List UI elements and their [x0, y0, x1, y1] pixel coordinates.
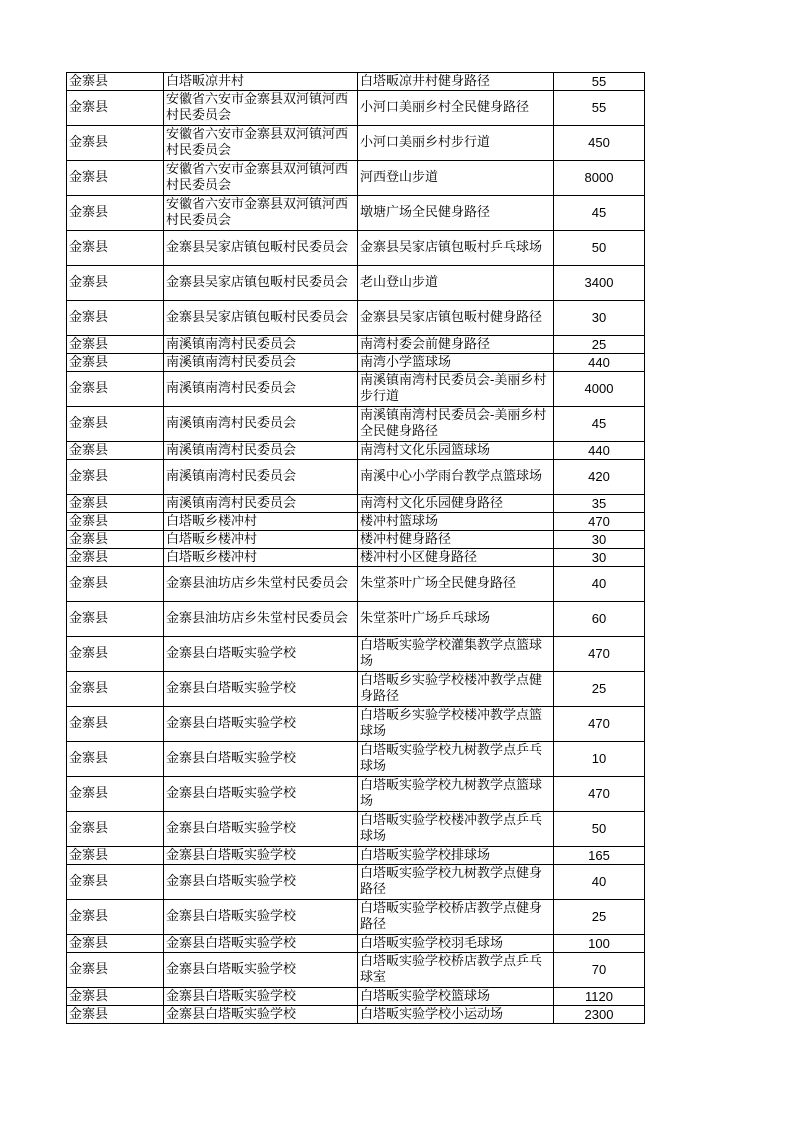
facility-cell: 南湾村文化乐园篮球场 [358, 442, 554, 460]
table-row [67, 847, 645, 865]
facility-cell: 朱堂茶叶广场全民健身路径 [358, 567, 554, 602]
value-cell: 25 [554, 900, 645, 935]
county-cell: 金寨县 [67, 460, 164, 495]
table-row [67, 900, 645, 935]
facility-cell: 金寨县吴家店镇包畈村乒乓球场 [358, 231, 554, 266]
value-cell: 440 [554, 354, 645, 372]
facility-cell: 小河口美丽乡村步行道 [358, 126, 554, 161]
value-cell: 40 [554, 567, 645, 602]
table-row [67, 495, 645, 513]
facility-cell: 白塔畈乡实验学校楼冲教学点健身路径 [358, 672, 554, 707]
table-row [67, 953, 645, 988]
unit-cell: 金寨县白塔畈实验学校 [164, 637, 358, 672]
unit-cell: 南溪镇南湾村民委员会 [164, 354, 358, 372]
facility-cell: 白塔畈实验学校九树教学点健身路径 [358, 865, 554, 900]
facility-cell: 墩塘广场全民健身路径 [358, 196, 554, 231]
county-cell: 金寨县 [67, 1006, 164, 1024]
facility-cell: 小河口美丽乡村全民健身路径 [358, 91, 554, 126]
unit-cell: 南溪镇南湾村民委员会 [164, 460, 358, 495]
table-row [67, 126, 645, 161]
table-row [67, 672, 645, 707]
value-cell: 60 [554, 602, 645, 637]
table-row [67, 865, 645, 900]
unit-cell: 金寨县白塔畈实验学校 [164, 812, 358, 847]
value-cell: 165 [554, 847, 645, 865]
value-cell: 4000 [554, 372, 645, 407]
value-cell: 55 [554, 73, 645, 91]
county-cell: 金寨县 [67, 301, 164, 336]
unit-cell: 安徽省六安市金寨县双河镇河西村民委员会 [164, 196, 358, 231]
facility-cell: 南溪镇南湾村民委员会-美丽乡村全民健身路径 [358, 407, 554, 442]
unit-cell: 金寨县吴家店镇包畈村民委员会 [164, 231, 358, 266]
table-row [67, 407, 645, 442]
table-row [67, 988, 645, 1006]
value-cell: 25 [554, 336, 645, 354]
county-cell: 金寨县 [67, 336, 164, 354]
table-row [67, 196, 645, 231]
value-cell: 3400 [554, 266, 645, 301]
table-row [67, 354, 645, 372]
table-row [67, 567, 645, 602]
county-cell: 金寨县 [67, 707, 164, 742]
facility-cell: 南湾村委会前健身路径 [358, 336, 554, 354]
county-cell: 金寨县 [67, 742, 164, 777]
facility-cell: 白塔畈实验学校小运动场 [358, 1006, 554, 1024]
unit-cell: 白塔畈乡楼冲村 [164, 513, 358, 531]
value-cell: 470 [554, 777, 645, 812]
value-cell: 50 [554, 812, 645, 847]
value-cell: 450 [554, 126, 645, 161]
unit-cell: 安徽省六安市金寨县双河镇河西村民委员会 [164, 161, 358, 196]
value-cell: 470 [554, 707, 645, 742]
county-cell: 金寨县 [67, 935, 164, 953]
value-cell: 35 [554, 495, 645, 513]
table-row [67, 602, 645, 637]
county-cell: 金寨县 [67, 900, 164, 935]
county-cell: 金寨县 [67, 953, 164, 988]
table-row [67, 1006, 645, 1024]
table-row [67, 336, 645, 354]
county-cell: 金寨县 [67, 407, 164, 442]
table-row [67, 301, 645, 336]
table-row [67, 372, 645, 407]
facilities-table [66, 72, 645, 1024]
table-row [67, 231, 645, 266]
value-cell: 50 [554, 231, 645, 266]
value-cell: 470 [554, 637, 645, 672]
unit-cell: 金寨县白塔畈实验学校 [164, 777, 358, 812]
unit-cell: 金寨县白塔畈实验学校 [164, 742, 358, 777]
value-cell: 100 [554, 935, 645, 953]
unit-cell: 金寨县白塔畈实验学校 [164, 707, 358, 742]
value-cell: 70 [554, 953, 645, 988]
county-cell: 金寨县 [67, 602, 164, 637]
county-cell: 金寨县 [67, 442, 164, 460]
unit-cell: 白塔畈乡楼冲村 [164, 531, 358, 549]
facility-cell: 白塔畈实验学校灌集教学点篮球场 [358, 637, 554, 672]
county-cell: 金寨县 [67, 266, 164, 301]
facility-cell: 白塔畈实验学校桥店教学点乒乓球室 [358, 953, 554, 988]
unit-cell: 南溪镇南湾村民委员会 [164, 372, 358, 407]
value-cell: 1120 [554, 988, 645, 1006]
facility-cell: 白塔畈实验学校排球场 [358, 847, 554, 865]
unit-cell: 安徽省六安市金寨县双河镇河西村民委员会 [164, 126, 358, 161]
table-row [67, 73, 645, 91]
unit-cell: 金寨县吴家店镇包畈村民委员会 [164, 266, 358, 301]
county-cell: 金寨县 [67, 988, 164, 1006]
table-body [67, 73, 645, 1024]
value-cell: 45 [554, 196, 645, 231]
unit-cell: 南溪镇南湾村民委员会 [164, 336, 358, 354]
value-cell: 420 [554, 460, 645, 495]
county-cell: 金寨县 [67, 812, 164, 847]
county-cell: 金寨县 [67, 567, 164, 602]
facility-cell: 楼冲村篮球场 [358, 513, 554, 531]
facility-cell: 楼冲村小区健身路径 [358, 549, 554, 567]
county-cell: 金寨县 [67, 231, 164, 266]
unit-cell: 南溪镇南湾村民委员会 [164, 407, 358, 442]
county-cell: 金寨县 [67, 91, 164, 126]
table-row [67, 513, 645, 531]
county-cell: 金寨县 [67, 637, 164, 672]
value-cell: 470 [554, 513, 645, 531]
facility-cell: 南湾村文化乐园健身路径 [358, 495, 554, 513]
value-cell: 45 [554, 407, 645, 442]
county-cell: 金寨县 [67, 161, 164, 196]
table-row [67, 531, 645, 549]
facility-cell: 白塔畈乡实验学校楼冲教学点篮球场 [358, 707, 554, 742]
facility-cell: 南湾小学篮球场 [358, 354, 554, 372]
unit-cell: 南溪镇南湾村民委员会 [164, 495, 358, 513]
value-cell: 55 [554, 91, 645, 126]
county-cell: 金寨县 [67, 672, 164, 707]
table-row [67, 460, 645, 495]
table-row [67, 91, 645, 126]
facility-cell: 白塔畈凉井村健身路径 [358, 73, 554, 91]
unit-cell: 金寨县油坊店乡朱堂村民委员会 [164, 602, 358, 637]
county-cell: 金寨县 [67, 865, 164, 900]
unit-cell: 金寨县白塔畈实验学校 [164, 865, 358, 900]
unit-cell: 安徽省六安市金寨县双河镇河西村民委员会 [164, 91, 358, 126]
value-cell: 25 [554, 672, 645, 707]
unit-cell: 金寨县白塔畈实验学校 [164, 935, 358, 953]
facility-cell: 白塔畈实验学校九树教学点乒乓球场 [358, 742, 554, 777]
unit-cell: 金寨县吴家店镇包畈村民委员会 [164, 301, 358, 336]
table-row [67, 935, 645, 953]
value-cell: 8000 [554, 161, 645, 196]
unit-cell: 白塔畈凉井村 [164, 73, 358, 91]
table-row [67, 812, 645, 847]
unit-cell: 金寨县白塔畈实验学校 [164, 988, 358, 1006]
unit-cell: 金寨县油坊店乡朱堂村民委员会 [164, 567, 358, 602]
county-cell: 金寨县 [67, 513, 164, 531]
table-row [67, 266, 645, 301]
facility-cell: 河西登山步道 [358, 161, 554, 196]
value-cell: 2300 [554, 1006, 645, 1024]
value-cell: 30 [554, 531, 645, 549]
unit-cell: 白塔畈乡楼冲村 [164, 549, 358, 567]
unit-cell: 金寨县白塔畈实验学校 [164, 672, 358, 707]
table-row [67, 549, 645, 567]
unit-cell: 金寨县白塔畈实验学校 [164, 900, 358, 935]
county-cell: 金寨县 [67, 531, 164, 549]
facility-cell: 白塔畈实验学校九树教学点篮球场 [358, 777, 554, 812]
value-cell: 440 [554, 442, 645, 460]
facility-cell: 南溪镇南湾村民委员会-美丽乡村步行道 [358, 372, 554, 407]
value-cell: 30 [554, 301, 645, 336]
county-cell: 金寨县 [67, 847, 164, 865]
facility-cell: 朱堂茶叶广场乒乓球场 [358, 602, 554, 637]
table-row [67, 637, 645, 672]
facility-cell: 楼冲村健身路径 [358, 531, 554, 549]
county-cell: 金寨县 [67, 372, 164, 407]
facility-cell: 白塔畈实验学校桥店教学点健身路径 [358, 900, 554, 935]
table-row [67, 777, 645, 812]
facility-cell: 白塔畈实验学校楼冲教学点乒乓球场 [358, 812, 554, 847]
county-cell: 金寨县 [67, 196, 164, 231]
county-cell: 金寨县 [67, 495, 164, 513]
county-cell: 金寨县 [67, 126, 164, 161]
value-cell: 40 [554, 865, 645, 900]
facility-cell: 老山登山步道 [358, 266, 554, 301]
value-cell: 10 [554, 742, 645, 777]
unit-cell: 南溪镇南湾村民委员会 [164, 442, 358, 460]
table-row [67, 161, 645, 196]
facility-cell: 金寨县吴家店镇包畈村健身路径 [358, 301, 554, 336]
unit-cell: 金寨县白塔畈实验学校 [164, 1006, 358, 1024]
table-row [67, 707, 645, 742]
unit-cell: 金寨县白塔畈实验学校 [164, 847, 358, 865]
county-cell: 金寨县 [67, 354, 164, 372]
county-cell: 金寨县 [67, 73, 164, 91]
facility-cell: 白塔畈实验学校羽毛球场 [358, 935, 554, 953]
county-cell: 金寨县 [67, 549, 164, 567]
county-cell: 金寨县 [67, 777, 164, 812]
value-cell: 30 [554, 549, 645, 567]
facility-cell: 南溪中心小学雨台教学点篮球场 [358, 460, 554, 495]
table-row [67, 742, 645, 777]
facility-cell: 白塔畈实验学校篮球场 [358, 988, 554, 1006]
unit-cell: 金寨县白塔畈实验学校 [164, 953, 358, 988]
table-row [67, 442, 645, 460]
